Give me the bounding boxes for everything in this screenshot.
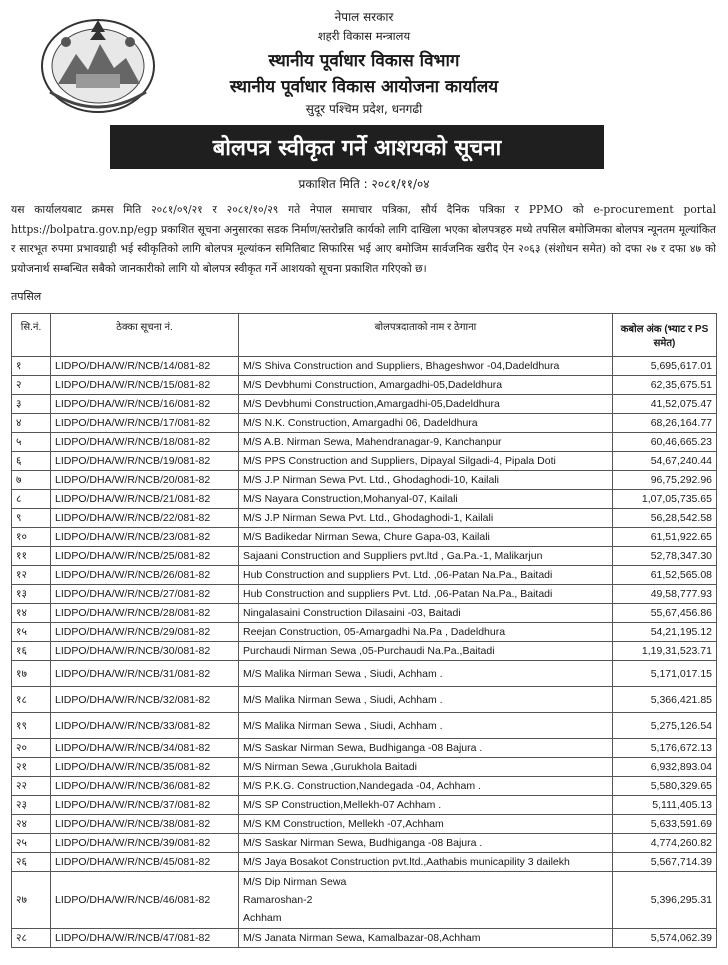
table-row	[12, 509, 717, 528]
notice-title: बोलपत्र स्वीकृत गर्ने आशयको सूचना	[212, 136, 502, 161]
cell-bidder: M/S Nayara Construction,Mohanyal-07, Kailali	[239, 490, 613, 509]
ministry-name: शहरी विकास मन्त्रालय	[317, 29, 411, 43]
cell-contract-no: LIDPO/DHA/W/R/NCB/47/081-82	[51, 929, 239, 948]
cell-bidder: M/S Devbhumi Construction, Amargadhi-05,Dadeldhura	[239, 376, 613, 395]
cell-bidder: M/S Nirman Sewa ,Gurukhola Baitadi	[239, 758, 613, 777]
notice-title-banner	[110, 125, 604, 169]
cell-contract-no: LIDPO/DHA/W/R/NCB/18/081-82	[51, 433, 239, 452]
bidder-line: Ramaroshan-2	[243, 894, 313, 906]
cell-bidder: Purchaudi Nirman Sewa ,05-Purchaudi Na.Pa.,Baitadi	[239, 642, 613, 661]
cell-sn: १६	[12, 642, 51, 661]
table-row	[12, 490, 717, 509]
cell-amount: 55,67,456.86	[613, 604, 717, 623]
cell-contract-no: LIDPO/DHA/W/R/NCB/22/081-82	[51, 509, 239, 528]
cell-bidder: M/S Malika Nirman Sewa , Siudi, Achham .	[239, 687, 613, 713]
cell-contract-no: LIDPO/DHA/W/R/NCB/26/081-82	[51, 566, 239, 585]
table-row	[12, 815, 717, 834]
cell-sn: ४	[12, 414, 51, 433]
cell-amount: 61,52,565.08	[613, 566, 717, 585]
cell-sn: ६	[12, 452, 51, 471]
cell-amount: 5,111,405.13	[613, 796, 717, 815]
cell-sn: २६	[12, 853, 51, 872]
cell-contract-no: LIDPO/DHA/W/R/NCB/14/081-82	[51, 357, 239, 376]
cell-amount: 41,52,075.47	[613, 395, 717, 414]
cell-sn: १९	[12, 713, 51, 739]
bid-acceptance-table	[11, 313, 717, 948]
cell-contract-no: LIDPO/DHA/W/R/NCB/36/081-82	[51, 777, 239, 796]
cell-amount: 5,574,062.39	[613, 929, 717, 948]
table-row	[12, 357, 717, 376]
cell-amount: 6,932,893.04	[613, 758, 717, 777]
cell-bidder: M/S Saskar Nirman Sewa, Budhiganga -08 Bajura .	[239, 739, 613, 758]
cell-bidder: M/S Badikedar Nirman Sewa, Chure Gapa-03, Kailali	[239, 528, 613, 547]
cell-contract-no: LIDPO/DHA/W/R/NCB/38/081-82	[51, 815, 239, 834]
cell-contract-no: LIDPO/DHA/W/R/NCB/39/081-82	[51, 834, 239, 853]
cell-sn: ३	[12, 395, 51, 414]
cell-sn: १८	[12, 687, 51, 713]
cell-sn: ७	[12, 471, 51, 490]
cell-contract-no: LIDPO/DHA/W/R/NCB/35/081-82	[51, 758, 239, 777]
cell-amount: 5,275,126.54	[613, 713, 717, 739]
cell-bidder: M/S N.K. Construction, Amargadhi 06, Dadeldhura	[239, 414, 613, 433]
table-row	[12, 642, 717, 661]
cell-sn: २३	[12, 796, 51, 815]
table-row	[12, 414, 717, 433]
cell-sn: १०	[12, 528, 51, 547]
cell-sn: ९	[12, 509, 51, 528]
table-row	[12, 395, 717, 414]
table-row	[12, 528, 717, 547]
cell-contract-no: LIDPO/DHA/W/R/NCB/31/081-82	[51, 661, 239, 687]
cell-bidder	[239, 872, 613, 929]
cell-contract-no: LIDPO/DHA/W/R/NCB/21/081-82	[51, 490, 239, 509]
cell-contract-no: LIDPO/DHA/W/R/NCB/46/081-82	[51, 872, 239, 929]
cell-sn: २२	[12, 777, 51, 796]
table-row	[12, 452, 717, 471]
cell-amount: 56,28,542.58	[613, 509, 717, 528]
cell-bidder: M/S Janata Nirman Sewa, Kamalbazar-08,Achham	[239, 929, 613, 948]
cell-amount: 5,366,421.85	[613, 687, 717, 713]
cell-bidder: M/S Shiva Construction and Suppliers, Bhageshwor -04,Dadeldhura	[239, 357, 613, 376]
table-row	[12, 853, 717, 872]
cell-amount: 1,07,05,735.65	[613, 490, 717, 509]
table-row	[12, 796, 717, 815]
cell-amount: 4,774,260.82	[613, 834, 717, 853]
cell-sn: २४	[12, 815, 51, 834]
cell-sn: २८	[12, 929, 51, 948]
cell-bidder: M/S Jaya Bosakot Construction pvt.ltd.,Aathabis municapility 3 dailekh	[239, 853, 613, 872]
cell-amount: 5,633,591.69	[613, 815, 717, 834]
cell-bidder: M/S PPS Construction and Suppliers, Dipayal Silgadi-4, Pipala Doti	[239, 452, 613, 471]
cell-amount: 5,567,714.39	[613, 853, 717, 872]
header-sn: सि.नं.	[12, 314, 51, 357]
cell-bidder: M/S Malika Nirman Sewa , Siudi, Achham .	[239, 661, 613, 687]
cell-amount: 54,21,195.12	[613, 623, 717, 642]
cell-amount: 5,396,295.31	[613, 872, 717, 929]
cell-sn: २७	[12, 872, 51, 929]
cell-sn: १२	[12, 566, 51, 585]
cell-sn: १	[12, 357, 51, 376]
header-amount: कबोल अंक (भ्याट र PS समेत)	[613, 314, 717, 357]
cell-bidder: M/S J.P Nirman Sewa Pvt. Ltd., Ghodaghodi-1, Kailali	[239, 509, 613, 528]
header-bidder: बोलपत्रदाताको नाम र ठेगाना	[239, 314, 613, 357]
cell-bidder: M/S KM Construction, Mellekh -07,Achham	[239, 815, 613, 834]
cell-sn: २०	[12, 739, 51, 758]
office-name: स्थानीय पूर्वाधार विकास आयोजना कार्यालय	[229, 77, 499, 97]
cell-contract-no: LIDPO/DHA/W/R/NCB/16/081-82	[51, 395, 239, 414]
cell-sn: ५	[12, 433, 51, 452]
table-row	[12, 758, 717, 777]
cell-sn: १७	[12, 661, 51, 687]
cell-contract-no: LIDPO/DHA/W/R/NCB/28/081-82	[51, 604, 239, 623]
cell-bidder: M/S J.P Nirman Sewa Pvt. Ltd., Ghodaghodi-10, Kailali	[239, 471, 613, 490]
cell-contract-no: LIDPO/DHA/W/R/NCB/45/081-82	[51, 853, 239, 872]
cell-amount: 54,67,240.44	[613, 452, 717, 471]
table-row	[12, 777, 717, 796]
cell-contract-no: LIDPO/DHA/W/R/NCB/34/081-82	[51, 739, 239, 758]
table-row	[12, 471, 717, 490]
cell-bidder: M/S Devbhumi Construction,Amargadhi-05,Dadeldhura	[239, 395, 613, 414]
cell-contract-no: LIDPO/DHA/W/R/NCB/32/081-82	[51, 687, 239, 713]
cell-amount: 5,176,672.13	[613, 739, 717, 758]
cell-amount: 5,171,017.15	[613, 661, 717, 687]
cell-sn: १३	[12, 585, 51, 604]
intro-paragraph: यस कार्यालयबाट क्रमस मिति २०८१/०९/२१ र २०८१/१०/२९ गते नेपाल समाचार पत्रिका, सौर्य दैनिक पत्रिका र PPMO को e-procurement portal https://bolpatra.gov.np/egp प्रकाशित सूचना अनुसारका सडक निर्माण/स्तरोन्नति कार्यको लागि दाखिला भएका बोलपत्रहरु मध्ये तपसिल बमोजिमका बोलपत्र न्यूनतम मूल्यांकित र सारभूत रुपमा प्रभावग्राही भई स्वीकृतिको लागि बोलपत्र मूल्यांकन समितिबाट सिफारिस भई आए बमोजिम सार्वजनिक खरीद ऐन २०६३ (संशोधन समेत) को दफा २७ र दफा ४७ को प्रयोजनार्थ सम्बन्धित सबैको जानकारीको लागि यो बोलपत्र स्वीकृत गर्ने आशयको सूचना प्रकाशित गरिएको छ।	[11, 203, 716, 275]
cell-amount: 61,51,922.65	[613, 528, 717, 547]
cell-contract-no: LIDPO/DHA/W/R/NCB/15/081-82	[51, 376, 239, 395]
cell-contract-no: LIDPO/DHA/W/R/NCB/29/081-82	[51, 623, 239, 642]
cell-bidder: M/S Saskar Nirman Sewa, Budhiganga -08 Bajura .	[239, 834, 613, 853]
bidder-line: Achham	[243, 912, 282, 924]
cell-amount: 1,19,31,523.71	[613, 642, 717, 661]
cell-amount: 96,75,292.96	[613, 471, 717, 490]
table-row	[12, 623, 717, 642]
bidder-line: M/S Dip Nirman Sewa	[243, 876, 347, 888]
table-row	[12, 604, 717, 623]
cell-contract-no: LIDPO/DHA/W/R/NCB/30/081-82	[51, 642, 239, 661]
office-location: सुदूर पश्चिम प्रदेश, धनगढी	[305, 102, 423, 116]
cell-contract-no: LIDPO/DHA/W/R/NCB/25/081-82	[51, 547, 239, 566]
table-row	[12, 585, 717, 604]
cell-sn: २	[12, 376, 51, 395]
cell-amount: 52,78,347.30	[613, 547, 717, 566]
cell-amount: 49,58,777.93	[613, 585, 717, 604]
cell-amount: 68,26,164.77	[613, 414, 717, 433]
published-date: प्रकाशित मिति : २०८१/११/०४	[298, 177, 430, 191]
cell-bidder: Reejan Construction, 05-Amargadhi Na.Pa , Dadeldhura	[239, 623, 613, 642]
header-contract-no: ठेक्का सूचना नं.	[51, 314, 239, 357]
cell-bidder: M/S A.B. Nirman Sewa, Mahendranagar-9, Kanchanpur	[239, 433, 613, 452]
cell-sn: ११	[12, 547, 51, 566]
cell-sn: ८	[12, 490, 51, 509]
table-row	[12, 661, 717, 687]
cell-sn: १५	[12, 623, 51, 642]
cell-contract-no: LIDPO/DHA/W/R/NCB/20/081-82	[51, 471, 239, 490]
cell-bidder: M/S P.K.G. Construction,Nandegada -04, Achham .	[239, 777, 613, 796]
cell-amount: 5,695,617.01	[613, 357, 717, 376]
table-header-row	[12, 314, 717, 357]
cell-sn: २५	[12, 834, 51, 853]
cell-bidder: Hub Construction and suppliers Pvt. Ltd. ,06-Patan Na.Pa., Baitadi	[239, 585, 613, 604]
table-row	[12, 739, 717, 758]
cell-sn: २१	[12, 758, 51, 777]
cell-bidder: M/S SP Construction,Mellekh-07 Achham .	[239, 796, 613, 815]
cell-contract-no: LIDPO/DHA/W/R/NCB/17/081-82	[51, 414, 239, 433]
table-row	[12, 713, 717, 739]
cell-bidder: Ningalasaini Construction Dilasaini -03, Baitadi	[239, 604, 613, 623]
schedule-label: तपसिल	[11, 290, 42, 303]
cell-amount: 60,46,665.23	[613, 433, 717, 452]
cell-amount: 62,35,675.51	[613, 376, 717, 395]
cell-amount: 5,580,329.65	[613, 777, 717, 796]
cell-contract-no: LIDPO/DHA/W/R/NCB/33/081-82	[51, 713, 239, 739]
table-row	[12, 566, 717, 585]
department-name: स्थानीय पूर्वाधार विकास विभाग	[268, 51, 460, 71]
cell-bidder: M/S Malika Nirman Sewa , Siudi, Achham .	[239, 713, 613, 739]
cell-bidder: Sajaani Construction and Suppliers pvt.ltd , Ga.Pa.-1, Malikarjun	[239, 547, 613, 566]
cell-bidder: Hub Construction and suppliers Pvt. Ltd. ,06-Patan Na.Pa., Baitadi	[239, 566, 613, 585]
table-row	[12, 687, 717, 713]
table-row	[12, 547, 717, 566]
table-row	[12, 433, 717, 452]
cell-contract-no: LIDPO/DHA/W/R/NCB/23/081-82	[51, 528, 239, 547]
table-row	[12, 872, 717, 929]
table-row	[12, 376, 717, 395]
table-body	[12, 357, 717, 948]
table-row	[12, 929, 717, 948]
table-row	[12, 834, 717, 853]
cell-contract-no: LIDPO/DHA/W/R/NCB/19/081-82	[51, 452, 239, 471]
cell-contract-no: LIDPO/DHA/W/R/NCB/37/081-82	[51, 796, 239, 815]
government-name: नेपाल सरकार	[334, 10, 394, 24]
cell-contract-no: LIDPO/DHA/W/R/NCB/27/081-82	[51, 585, 239, 604]
cell-sn: १४	[12, 604, 51, 623]
